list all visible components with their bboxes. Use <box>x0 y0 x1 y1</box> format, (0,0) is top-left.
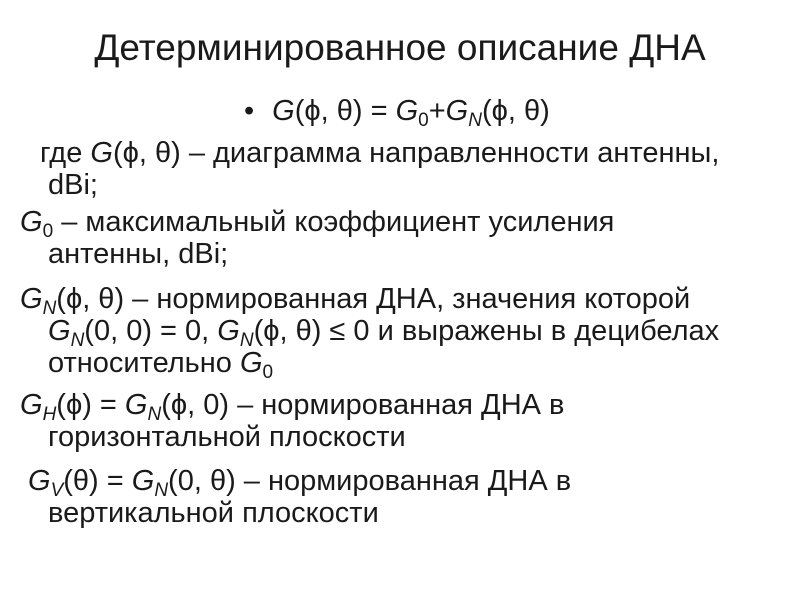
def-gh-line1 <box>20 389 565 425</box>
formula-gn: G <box>445 95 469 127</box>
def-gn-l2-tail: (ϕ, θ) ≤ 0 и выражены в децибелах <box>253 315 720 347</box>
def-gn-l2-sub2: N <box>239 330 254 351</box>
def-gv-args: (θ) = <box>63 465 132 497</box>
def-g0-symbol: G <box>20 206 43 238</box>
def-g-line2 <box>48 169 98 201</box>
def-g-symbol: G <box>90 137 113 169</box>
def-gn-line3 <box>20 347 274 383</box>
def-g0-sub: 0 <box>42 221 54 242</box>
def-gn-line2 <box>20 315 720 351</box>
def-gv-args2: (0, θ) <box>168 465 236 497</box>
def-gn-l3-g: G <box>239 347 263 379</box>
def-gn-args: (ϕ, θ) <box>56 283 125 315</box>
def-g0-text1: – максимальный коэффициент усиления <box>53 206 615 238</box>
def-gn-l3-text: относительно <box>48 347 240 379</box>
slide-title: Детерминированное описание ДНА <box>94 27 706 68</box>
def-g-text2: dBi; <box>48 169 98 201</box>
def-gv-symbol2: G <box>131 465 155 497</box>
def-gn-l2-sub1: N <box>70 330 85 351</box>
def-g0-line1 <box>20 206 615 242</box>
def-gh-symbol2: G <box>124 389 148 421</box>
def-gv-text2: вертикальной плоскости <box>48 497 379 529</box>
def-g-text1: – диаграмма направленности антенны, <box>180 137 720 169</box>
def-gn-l2-g1: G <box>48 315 71 347</box>
def-gh-sub2: N <box>147 404 162 425</box>
formula-g0: G <box>395 95 419 127</box>
def-g0-line2 <box>20 238 228 270</box>
def-gv-text1: – нормированная ДНА в <box>235 465 572 497</box>
formula-g: G <box>272 95 295 127</box>
def-g0-text2: антенны, dBi; <box>48 238 229 270</box>
formula-gn-sub: N <box>468 110 482 131</box>
def-gn-l3-sub: 0 <box>262 362 274 383</box>
def-gn-sub: N <box>42 298 57 319</box>
def-gh-sub: H <box>42 404 57 425</box>
def-gh-args: (ϕ) = <box>56 389 125 421</box>
def-gh-symbol: G <box>20 389 43 421</box>
def-gn-line1 <box>20 283 691 319</box>
def-gv-line1 <box>28 465 572 501</box>
formula-plus: + <box>428 95 446 127</box>
def-gv-line2 <box>20 497 379 529</box>
def-gn-l2-g2: G <box>217 315 240 347</box>
formula-args: (ϕ, θ) <box>294 95 363 127</box>
bullet-icon: • <box>244 95 255 127</box>
def-gh-text2: горизонтальной плоскости <box>48 421 406 453</box>
formula-g0-sub: 0 <box>418 110 429 131</box>
def-gn-symbol: G <box>20 283 43 315</box>
formula-args2: (ϕ, θ) <box>481 95 550 127</box>
def-g-prefix: где <box>40 137 91 169</box>
def-gh-args2: (ϕ, 0) <box>161 389 230 421</box>
def-gv-sub: V <box>50 480 64 501</box>
formula-line <box>244 95 550 131</box>
def-g-line1 <box>40 137 719 169</box>
def-gv-symbol: G <box>28 465 51 497</box>
def-gn-text1: – нормированная ДНА, значения которой <box>124 283 691 315</box>
def-gn-l2-mid: (0, 0) = 0, <box>84 315 218 347</box>
formula-eq: = <box>362 95 396 127</box>
def-gv-sub2: N <box>154 480 169 501</box>
def-gh-text1: – нормированная ДНА в <box>229 389 565 421</box>
def-gh-line2 <box>20 421 406 453</box>
def-g-args: (ϕ, θ) <box>112 137 181 169</box>
